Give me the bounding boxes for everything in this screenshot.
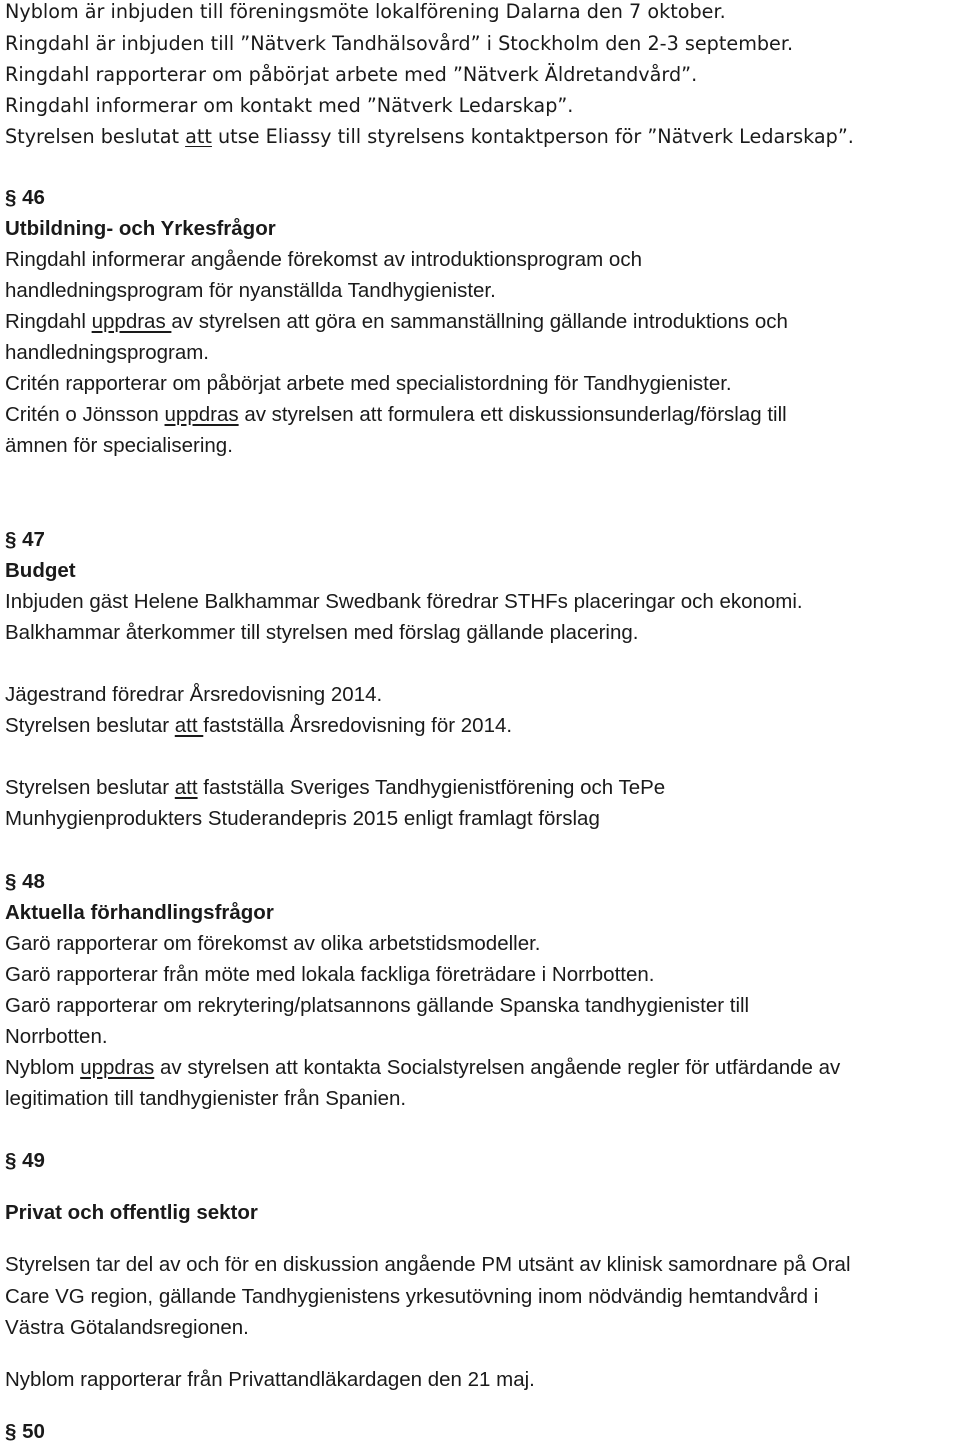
section-48-underlined: uppdras: [80, 1056, 155, 1079]
section-47-text: Styrelsen beslutar: [5, 776, 175, 799]
section-46-line: [5, 405, 787, 426]
section-46-title: Utbildning- och Yrkesfrågor: [5, 217, 276, 240]
section-47-line: [5, 778, 665, 799]
section-46-text: Ringdahl: [5, 310, 92, 333]
section-47-line: Munhygienprodukters Studerandepris 2015 enligt framlagt förslag: [5, 807, 600, 830]
section-47-line: [5, 716, 512, 737]
section-50-number: § 50: [5, 1420, 45, 1443]
section-47-number: § 47: [5, 528, 45, 551]
section-49-title: Privat och offentlig sektor: [5, 1201, 258, 1224]
intro-line: Ringdahl är inbjuden till ”Nätverk Tandhälsovård” i Stockholm den 2-3 september.: [5, 32, 794, 55]
section-48-number: § 48: [5, 870, 45, 893]
section-48-line: Garö rapporterar om förekomst av olika arbetstidsmodeller.: [5, 932, 541, 955]
section-47-line: Balkhammar återkommer till styrelsen med förslag gällande placering.: [5, 621, 639, 644]
section-47-text: fastställa Årsredovisning för 2014.: [203, 714, 513, 737]
section-46-text: Critén o Jönsson: [5, 403, 165, 426]
section-46-line: Critén rapporterar om påbörjat arbete med specialistordning för Tandhygienister.: [5, 372, 732, 395]
intro-decision-underlined: att: [185, 125, 212, 148]
section-49-line: Nyblom rapporterar från Privattandläkardagen den 21 maj.: [5, 1368, 535, 1391]
intro-decision: [5, 127, 854, 146]
intro-line: Nyblom är inbjuden till föreningsmöte lokalförening Dalarna den 7 oktober.: [5, 0, 726, 23]
section-46-underlined: uppdras: [164, 403, 239, 426]
section-46-line: handledningsprogram.: [5, 341, 209, 364]
section-47-text: fastställa Sveriges Tandhygienistförening och TePe: [197, 776, 666, 799]
section-46-underlined: uppdras: [91, 310, 172, 333]
section-48-line: Norrbotten.: [5, 1025, 108, 1048]
section-49-line: Care VG region, gällande Tandhygienistens yrkesutövning inom nödvändig hemtandvård i: [5, 1285, 819, 1308]
intro-decision-text: utse Eliassy till styrelsens kontaktperson för ”Nätverk Ledarskap”.: [211, 125, 854, 148]
section-49-line: Västra Götalandsregionen.: [5, 1316, 249, 1339]
section-46-line: Ringdahl informerar angående förekomst av introduktionsprogram och: [5, 248, 642, 271]
section-48-line: Garö rapporterar om rekrytering/platsannons gällande Spanska tandhygienister till: [5, 994, 750, 1017]
section-47-underlined: att: [174, 776, 198, 799]
intro-line: Ringdahl informerar om kontakt med ”Nätverk Ledarskap”.: [5, 94, 574, 117]
section-48-line: Garö rapporterar från möte med lokala fackliga företrädare i Norrbotten.: [5, 963, 655, 986]
section-46-text: av styrelsen att formulera ett diskussionsunderlag/förslag till: [238, 403, 787, 426]
section-46-line: [5, 312, 788, 333]
section-47-underlined: att: [174, 714, 204, 737]
intro-decision-text: Styrelsen beslutat: [5, 125, 186, 148]
section-48-title: Aktuella förhandlingsfrågor: [5, 901, 274, 924]
section-46-line: ämnen för specialisering.: [5, 434, 233, 457]
section-47-line: Inbjuden gäst Helene Balkhammar Swedbank föredrar STHFs placeringar och ekonomi.: [5, 590, 803, 613]
section-47-text: Styrelsen beslutar: [5, 714, 175, 737]
section-49-number: § 49: [5, 1149, 45, 1172]
section-46-line: handledningsprogram för nyanställda Tandhygienister.: [5, 279, 496, 302]
section-48-line: [5, 1058, 840, 1079]
section-48-line: legitimation till tandhygienister från Spanien.: [5, 1087, 407, 1110]
section-48-text: av styrelsen att kontakta Socialstyrelsen angående regler för utfärdande av: [154, 1056, 841, 1079]
section-48-text: Nyblom: [5, 1056, 81, 1079]
section-47-title: Budget: [5, 559, 76, 582]
section-47-line: Jägestrand föredrar Årsredovisning 2014.: [5, 683, 383, 706]
section-46-number: § 46: [5, 186, 45, 209]
section-49-line: Styrelsen tar del av och för en diskussion angående PM utsänt av klinisk samordnare på Oral: [5, 1253, 851, 1276]
intro-line: Ringdahl rapporterar om påbörjat arbete med ”Nätverk Äldretandvård”.: [5, 63, 698, 86]
section-46-text: av styrelsen att göra en sammanställning gällande introduktions och: [171, 310, 788, 333]
